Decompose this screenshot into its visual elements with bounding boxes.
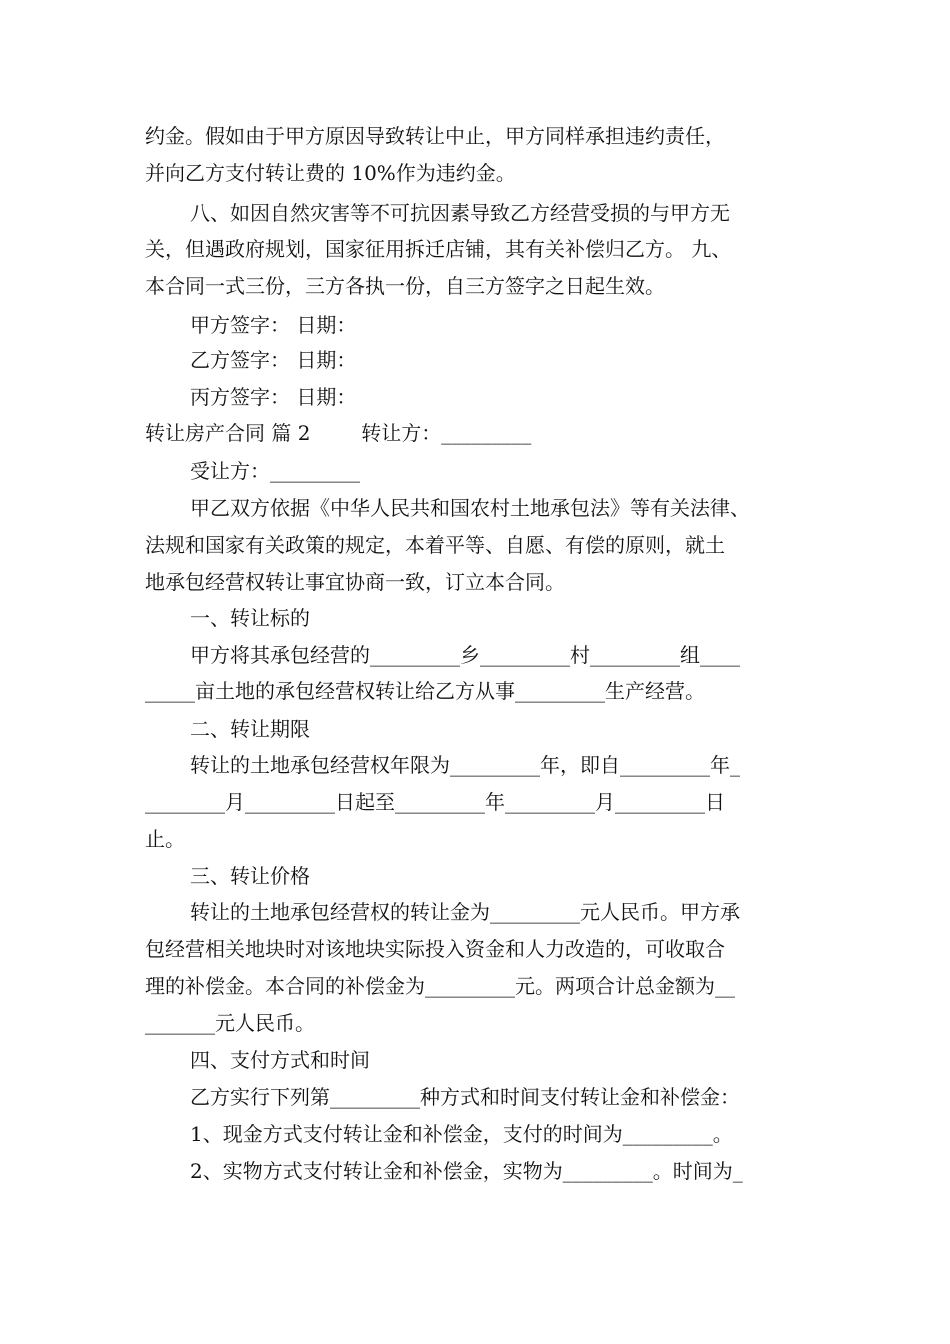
text-line: 受让方：_________ <box>190 459 360 483</box>
clause-heading: 一、转让标的 <box>190 606 310 630</box>
text-line: 并向乙方支付转让费的 10%作为违约金。 <box>145 161 516 185</box>
text-line: 地承包经营权转让事宜协商一致，订立本合同。 <box>145 570 565 594</box>
text-line: 理的补偿金。本合同的补偿金为_________元。两项合计总金额为__ <box>145 974 735 998</box>
signature-line-party-b: 乙方签字： 日期： <box>190 348 357 372</box>
text-line: 包经营相关地块时对该地块实际投入资金和人力改造的，可收取合 <box>145 937 725 961</box>
text-line: 关，但遇政府规划，国家征用拆迁店铺，其有关补偿归乙方。 九、 <box>145 237 732 261</box>
section-heading: 转让房产合同 篇 2 转让方：_________ <box>145 421 532 445</box>
clause-heading: 四、支付方式和时间 <box>190 1048 370 1072</box>
text-line: 甲乙双方依据《中华人民共和国农村土地承包法》等有关法律、 <box>190 496 750 520</box>
text-line: 本合同一式三份，三方各执一份，自三方签字之日起生效。 <box>145 274 665 298</box>
text-line: 乙方实行下列第_________种方式和时间支付转让金和补偿金： <box>190 1085 740 1109</box>
text-line: 法规和国家有关政策的规定，本着平等、自愿、有偿的原则，就土 <box>145 533 725 557</box>
text-line: 1、现金方式支付转让金和补偿金，支付的时间为_________。 <box>190 1122 733 1146</box>
text-line: 2、实物方式支付转让金和补偿金，实物为_________。时间为_ <box>190 1159 743 1183</box>
clause-heading: 三、转让价格 <box>190 864 310 888</box>
text-line: _______元人民币。 <box>145 1011 315 1035</box>
text-line: 转让的土地承包经营权的转让金为_________元人民币。甲方承 <box>190 900 740 924</box>
text-line: 约金。假如由于甲方原因导致转让中止，甲方同样承担违约责任， <box>145 124 725 148</box>
text-line: 八、如因自然灾害等不可抗因素导致乙方经营受损的与甲方无 <box>190 201 730 225</box>
clause-heading: 二、转让期限 <box>190 717 310 741</box>
text-line: 转让的土地承包经营权年限为_________年，即自_________年_ <box>190 753 740 777</box>
text-line: ________月_________日起至_________年_________月_________日 <box>145 790 725 814</box>
text-line: 止。 <box>145 827 185 851</box>
text-line: _____亩土地的承包经营权转让给乙方从事_________生产经营。 <box>145 679 705 703</box>
text-line: 甲方将其承包经营的_________乡_________村_________组____ <box>190 643 740 667</box>
signature-line-party-c: 丙方签字： 日期： <box>190 385 357 409</box>
signature-line-party-a: 甲方签字： 日期： <box>190 313 357 337</box>
